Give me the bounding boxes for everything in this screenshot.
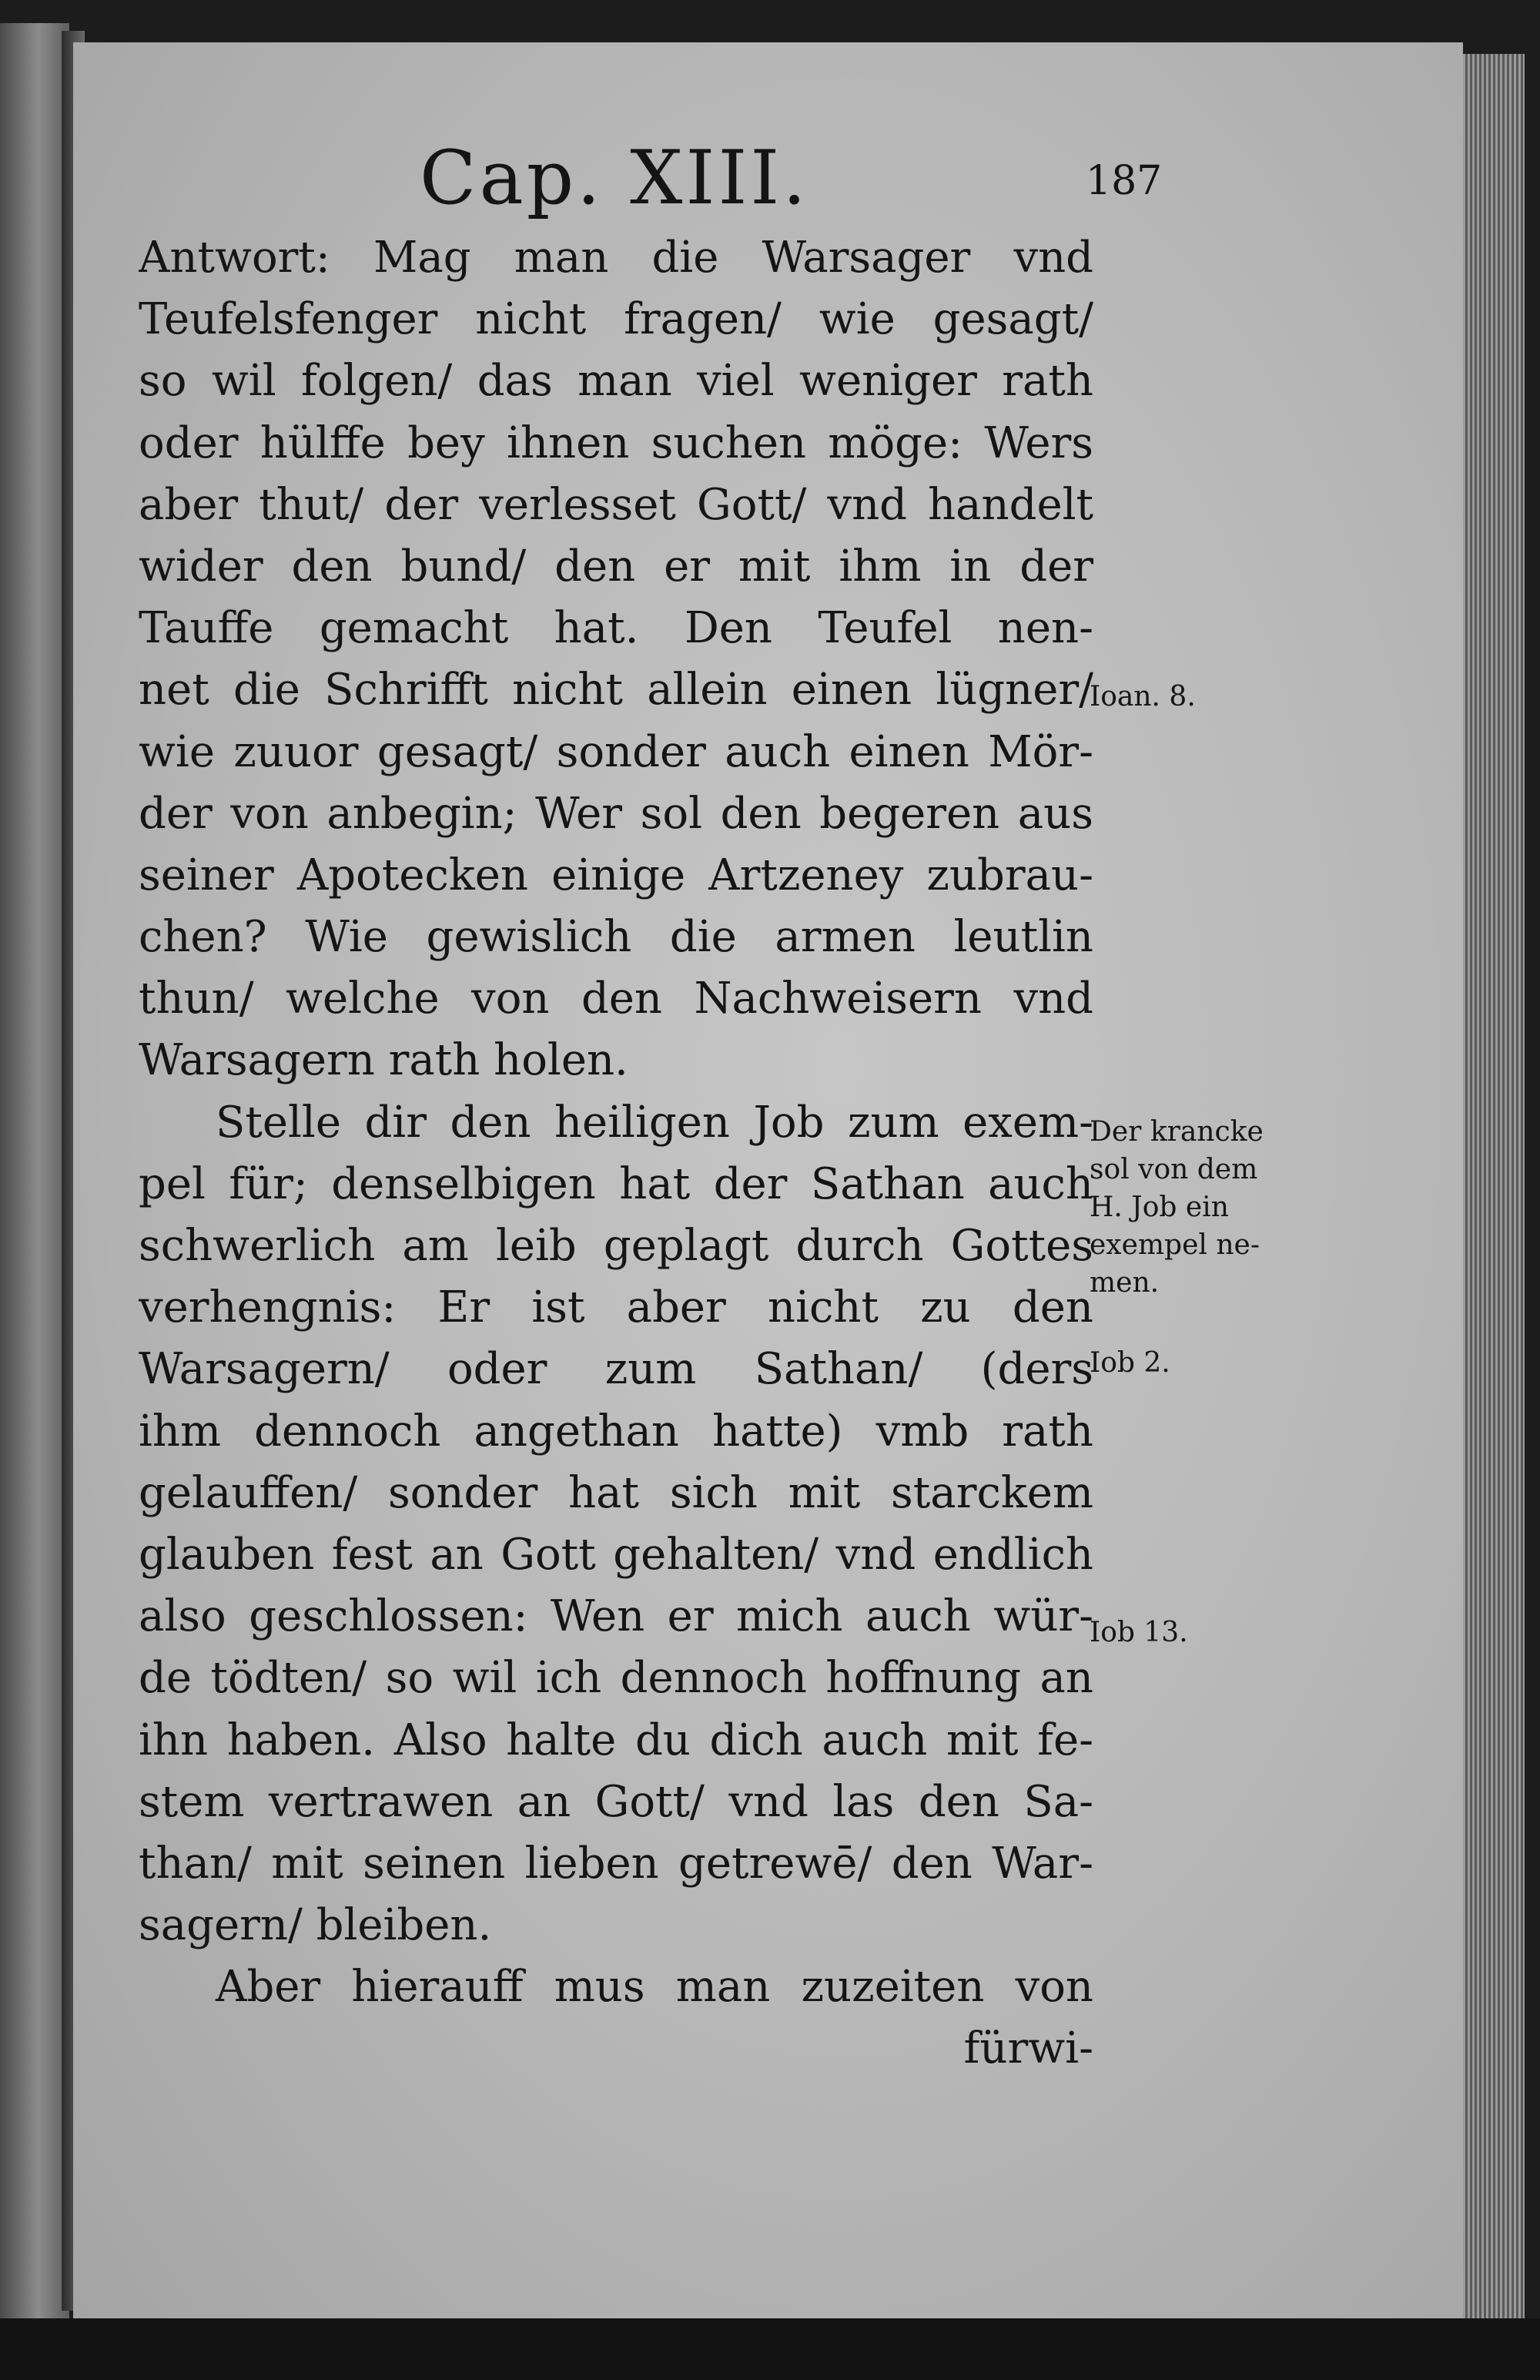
text-line: aber thut/ der verlesset Gott/ vnd handelt	[139, 479, 1093, 530]
text-line: oder hülffe bey ihnen suchen möge: Wers	[139, 417, 1093, 468]
text-line: wie zuuor gesagt/ sonder auch einen Mör-	[139, 726, 1093, 777]
text-line: Warsagern rath holen.	[139, 1035, 628, 1086]
marginal-gloss-line: Der krancke	[1090, 1116, 1264, 1148]
text-line: so wil folgen/ das man viel weniger rath	[139, 356, 1093, 407]
marginal-gloss-line: H. Job ein	[1090, 1192, 1229, 1223]
marginal-gloss-line: sol von dem	[1090, 1154, 1258, 1185]
text-line: sagern/ bleiben.	[139, 1900, 492, 1951]
marginal-reference: Ioan. 8.	[1090, 681, 1196, 712]
text-line: Teufelsfenger nicht fragen/ wie gesagt/	[139, 294, 1093, 345]
bottom-background	[0, 2318, 1540, 2380]
text-line: Antwort: Mag man die Warsager vnd	[139, 233, 1093, 283]
text-line: schwerlich am leib geplagt durch Gottes	[139, 1221, 1093, 1271]
text-line: ihm dennoch angethan hatte) vmb rath	[139, 1406, 1093, 1456]
text-line: Aber hierauff mus man zuzeiten von	[216, 1962, 1093, 2013]
text-line: Tauffe gemacht hat. Den Teufel nen-	[139, 603, 1093, 654]
main-text-block	[139, 227, 1093, 2080]
text-line: der von anbegin; Wer sol den begeren aus	[139, 788, 1093, 839]
facing-page-edge	[0, 23, 69, 2326]
text-line: ihn haben. Also halte du dich auch mit fe-	[139, 1715, 1093, 1765]
text-line: gelauffen/ sonder hat sich mit starckem	[139, 1467, 1093, 1518]
text-line: wider den bund/ den er mit ihm in der	[139, 541, 1093, 592]
page-block-edges	[1463, 54, 1525, 2318]
text-line: de tödten/ so wil ich dennoch hoffnung an	[139, 1653, 1093, 1704]
text-line: net die Schrifft nicht allein einen lügner/	[139, 665, 1093, 716]
text-line: pel für; denselbigen hat der Sathan auch	[139, 1158, 1093, 1209]
text-line: Stelle dir den heiligen Job zum exem-	[216, 1097, 1093, 1148]
chapter-heading: Cap. XIII.	[420, 135, 809, 221]
text-line: also geschlossen: Wen er mich auch wür-	[139, 1591, 1093, 1642]
text-line: than/ mit seinen lieben getrewē/ den War-	[139, 1838, 1093, 1889]
catchword: fürwi-	[963, 2023, 1093, 2074]
text-line: verhengnis: Er ist aber nicht zu den	[139, 1282, 1093, 1333]
text-line: Warsagern/ oder zum Sathan/ (ders	[139, 1344, 1093, 1395]
text-line: chen? Wie gewislich die armen leutlin	[139, 912, 1093, 963]
text-line: thun/ welche von den Nachweisern vnd	[139, 974, 1093, 1024]
marginal-gloss-line: exempel ne-	[1090, 1229, 1260, 1261]
page-number: 187	[1086, 158, 1163, 204]
text-line: glauben fest an Gott gehalten/ vnd endlich	[139, 1529, 1093, 1580]
marginal-reference: Iob 13.	[1090, 1617, 1188, 1648]
marginal-gloss-line: men.	[1090, 1267, 1160, 1299]
text-line: seiner Apotecken einige Artzeney zubrau-	[139, 850, 1093, 900]
text-line: stem vertrawen an Gott/ vnd las den Sa-	[139, 1776, 1093, 1827]
marginal-reference: Iob 2.	[1090, 1347, 1170, 1379]
